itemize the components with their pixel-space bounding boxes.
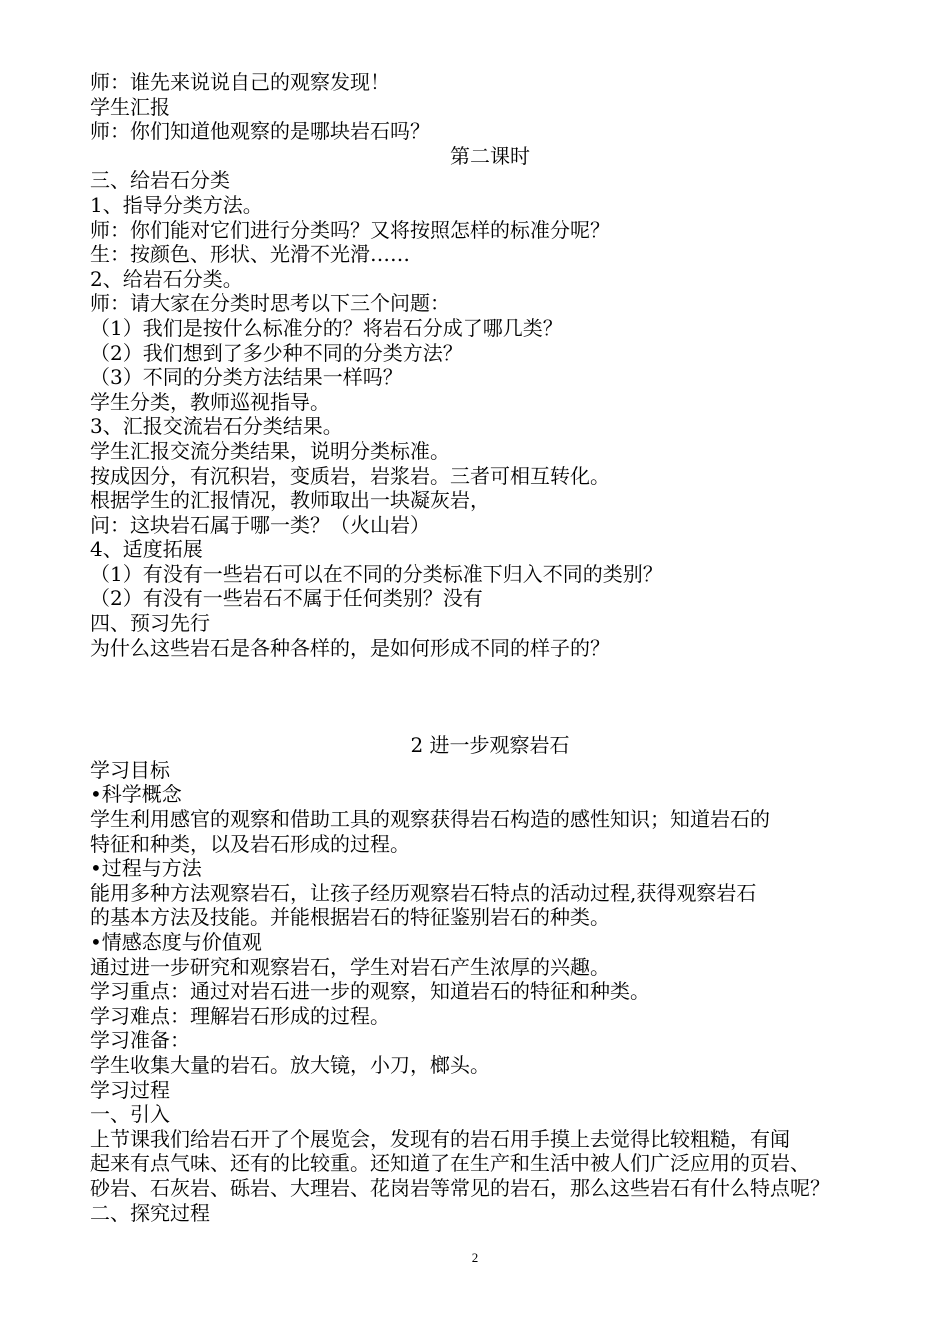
- text-line: 四、预习先行: [90, 611, 210, 636]
- text-line: 的基本方法及技能。并能根据岩石的特征鉴别岩石的种类。: [90, 905, 610, 930]
- text-line: 按成因分，有沉积岩，变质岩，岩浆岩。三者可相互转化。: [90, 463, 610, 488]
- text-line: 特征和种类，以及岩石形成的过程。: [90, 831, 410, 856]
- text-line: 学习过程: [90, 1077, 170, 1102]
- text-line: 根据学生的汇报情况，教师取出一块凝灰岩，: [90, 488, 490, 513]
- text-line: 师：谁先来说说自己的观察发现！: [90, 70, 390, 94]
- text-line: 学生分类，教师巡视指导。: [90, 389, 330, 414]
- text-line: 学生利用感官的观察和借助工具的观察获得岩石构造的感性知识；知道岩石的: [90, 807, 770, 832]
- text-line: 为什么这些岩石是各种各样的，是如何形成不同的样子的？: [90, 635, 610, 660]
- text-line: 4、适度拓展: [90, 537, 203, 562]
- blank-gap: [90, 660, 890, 733]
- text-line: 通过进一步研究和观察岩石，学生对岩石产生浓厚的兴趣。: [90, 954, 610, 979]
- section-dialogue: [90, 70, 890, 144]
- section-classification: [90, 168, 890, 660]
- text-line: 上节课我们给岩石开了个展览会，发现有的岩石用手摸上去觉得比较粗糙，有闻: [90, 1126, 790, 1151]
- text-line: 学习准备：: [90, 1028, 190, 1053]
- text-line: （3）不同的分类方法结果一样吗？: [90, 365, 403, 390]
- lesson2-heading: 第二课时: [450, 143, 530, 168]
- text-line: 一、引入: [90, 1102, 170, 1127]
- text-line: •过程与方法: [90, 856, 202, 881]
- section-lesson-plan: [90, 758, 890, 1225]
- text-line: （1）我们是按什么标准分的？将岩石分成了哪几类？: [90, 315, 563, 340]
- text-line: 学习重点：通过对岩石进一步的观察，知道岩石的特征和种类。: [90, 979, 650, 1004]
- text-line: 能用多种方法观察岩石，让孩子经历观察岩石特点的活动过程,获得观察岩石: [90, 880, 757, 905]
- text-line: 1、指导分类方法。: [90, 192, 263, 217]
- text-line: 学生收集大量的岩石。放大镜，小刀，榔头。: [90, 1052, 490, 1077]
- text-line: 学生汇报交流分类结果，说明分类标准。: [90, 438, 450, 463]
- text-line: •情感态度与价值观: [90, 930, 262, 954]
- page-number: 2: [471, 1250, 479, 1265]
- text-line: 师：你们知道他观察的是哪块岩石吗？: [90, 119, 430, 144]
- text-line: 二、探究过程: [90, 1200, 210, 1225]
- text-line: 三、给岩石分类: [90, 168, 230, 193]
- text-line: 学习目标: [90, 757, 170, 782]
- text-line: 问：这块岩石属于哪一类？（火山岩）: [90, 512, 430, 537]
- text-line: 砂岩、石灰岩、砾岩、大理岩、花岗岩等常见的岩石，那么这些岩石有什么特点呢？: [90, 1175, 830, 1200]
- text-line: 学习难点：理解岩石形成的过程。: [90, 1003, 390, 1028]
- text-line: 起来有点气味、还有的比较重。还知道了在生产和生活中被人们广泛应用的页岩、: [90, 1151, 810, 1176]
- lesson-title: 2 进一步观察岩石: [410, 733, 570, 758]
- text-line: （2）我们想到了多少种不同的分类方法？: [90, 340, 463, 365]
- text-line: 生：按颜色、形状、光滑不光滑……: [90, 242, 410, 267]
- text-line: 师：请大家在分类时思考以下三个问题：: [90, 291, 450, 316]
- text-line: 学生汇报: [90, 94, 170, 119]
- text-line: 3、汇报交流岩石分类结果。: [90, 414, 343, 439]
- text-line: （1）有没有一些岩石可以在不同的分类标准下归入不同的类别？: [90, 561, 663, 586]
- text-line: 师：你们能对它们进行分类吗？又将按照怎样的标准分呢？: [90, 217, 610, 242]
- text-line: （2）有没有一些岩石不属于任何类别？没有: [90, 586, 483, 611]
- text-line: 2、给岩石分类。: [90, 266, 243, 291]
- body-text: [90, 70, 890, 1225]
- text-line: •科学概念: [90, 782, 182, 807]
